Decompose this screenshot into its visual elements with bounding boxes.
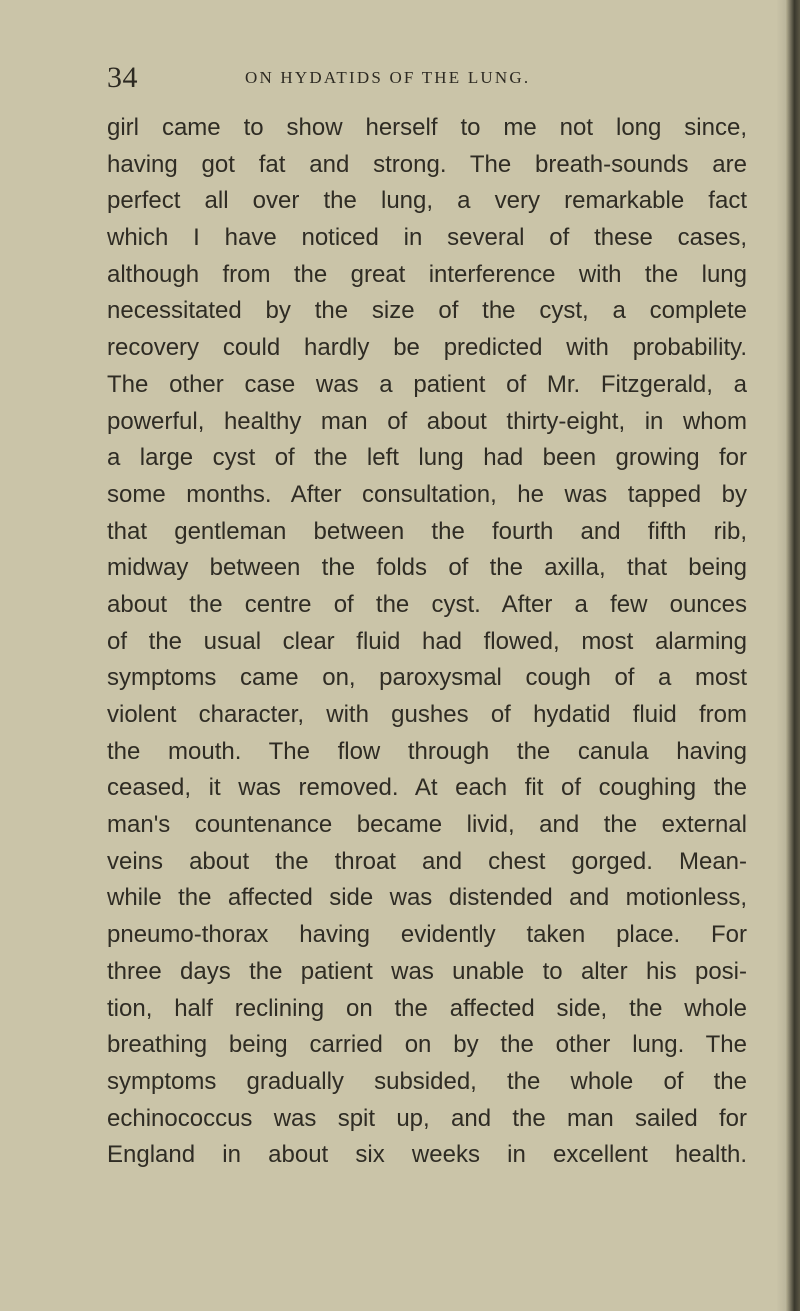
page-number: 34 bbox=[107, 61, 138, 94]
text-line: England in about six weeks in excellent health. bbox=[107, 1141, 747, 1169]
text-line: man's countenance became livid, and the external bbox=[107, 811, 747, 839]
text-line: perfect all over the lung, a very remarkable fact bbox=[107, 187, 747, 215]
text-line: that gentleman between the fourth and fifth rib, bbox=[107, 517, 747, 545]
text-line: a large cyst of the left lung had been growing for bbox=[107, 444, 747, 472]
text-line: midway between the folds of the axilla, that being bbox=[107, 554, 747, 582]
text-line: the mouth. The flow through the canula having bbox=[107, 737, 747, 765]
text-line: of the usual clear fluid had flowed, most alarming bbox=[107, 627, 747, 655]
text-line: symptoms came on, paroxysmal cough of a most bbox=[107, 664, 747, 692]
text-line: having got fat and strong. The breath-sounds are bbox=[107, 150, 747, 178]
text-line: powerful, healthy man of about thirty-eight, in whom bbox=[107, 407, 747, 435]
text-line: although from the great interference with the lung bbox=[107, 260, 747, 288]
text-line: symptoms gradually subsided, the whole of the bbox=[107, 1067, 747, 1095]
text-line: tion, half reclining on the affected side, the whole bbox=[107, 994, 747, 1022]
page-edge bbox=[786, 0, 800, 1311]
text-line: while the affected side was distended and motionless, bbox=[107, 884, 747, 912]
text-line: echinococcus was spit up, and the man sailed for bbox=[107, 1104, 747, 1132]
page-gutter-shadow bbox=[776, 0, 786, 1311]
text-line: ceased, it was removed. At each fit of coughing the bbox=[107, 774, 747, 802]
text-line: violent character, with gushes of hydatid fluid from bbox=[107, 701, 747, 728]
text-line: three days the patient was unable to alter his posi- bbox=[107, 957, 747, 985]
page-header bbox=[107, 60, 747, 100]
text-line: The other case was a patient of Mr. Fitzgerald, a bbox=[107, 370, 747, 398]
text-line: about the centre of the cyst. After a few ounces bbox=[107, 590, 747, 618]
text-line: necessitated by the size of the cyst, a complete bbox=[107, 297, 747, 325]
text-line: breathing being carried on by the other lung. The bbox=[107, 1031, 747, 1059]
running-head: ON HYDATIDS OF THE LUNG. bbox=[245, 68, 531, 87]
text-line: veins about the throat and chest gorged. Mean- bbox=[107, 847, 747, 875]
text-line: girl came to show herself to me not long since, bbox=[107, 114, 747, 141]
text-line: recovery could hardly be predicted with probability. bbox=[107, 334, 747, 362]
text-line: some months. After consultation, he was tapped by bbox=[107, 480, 747, 508]
text-line: which I have noticed in several of these cases, bbox=[107, 224, 747, 252]
text-line: pneumo-thorax having evidently taken place. For bbox=[107, 921, 747, 949]
body-text bbox=[107, 110, 747, 1174]
